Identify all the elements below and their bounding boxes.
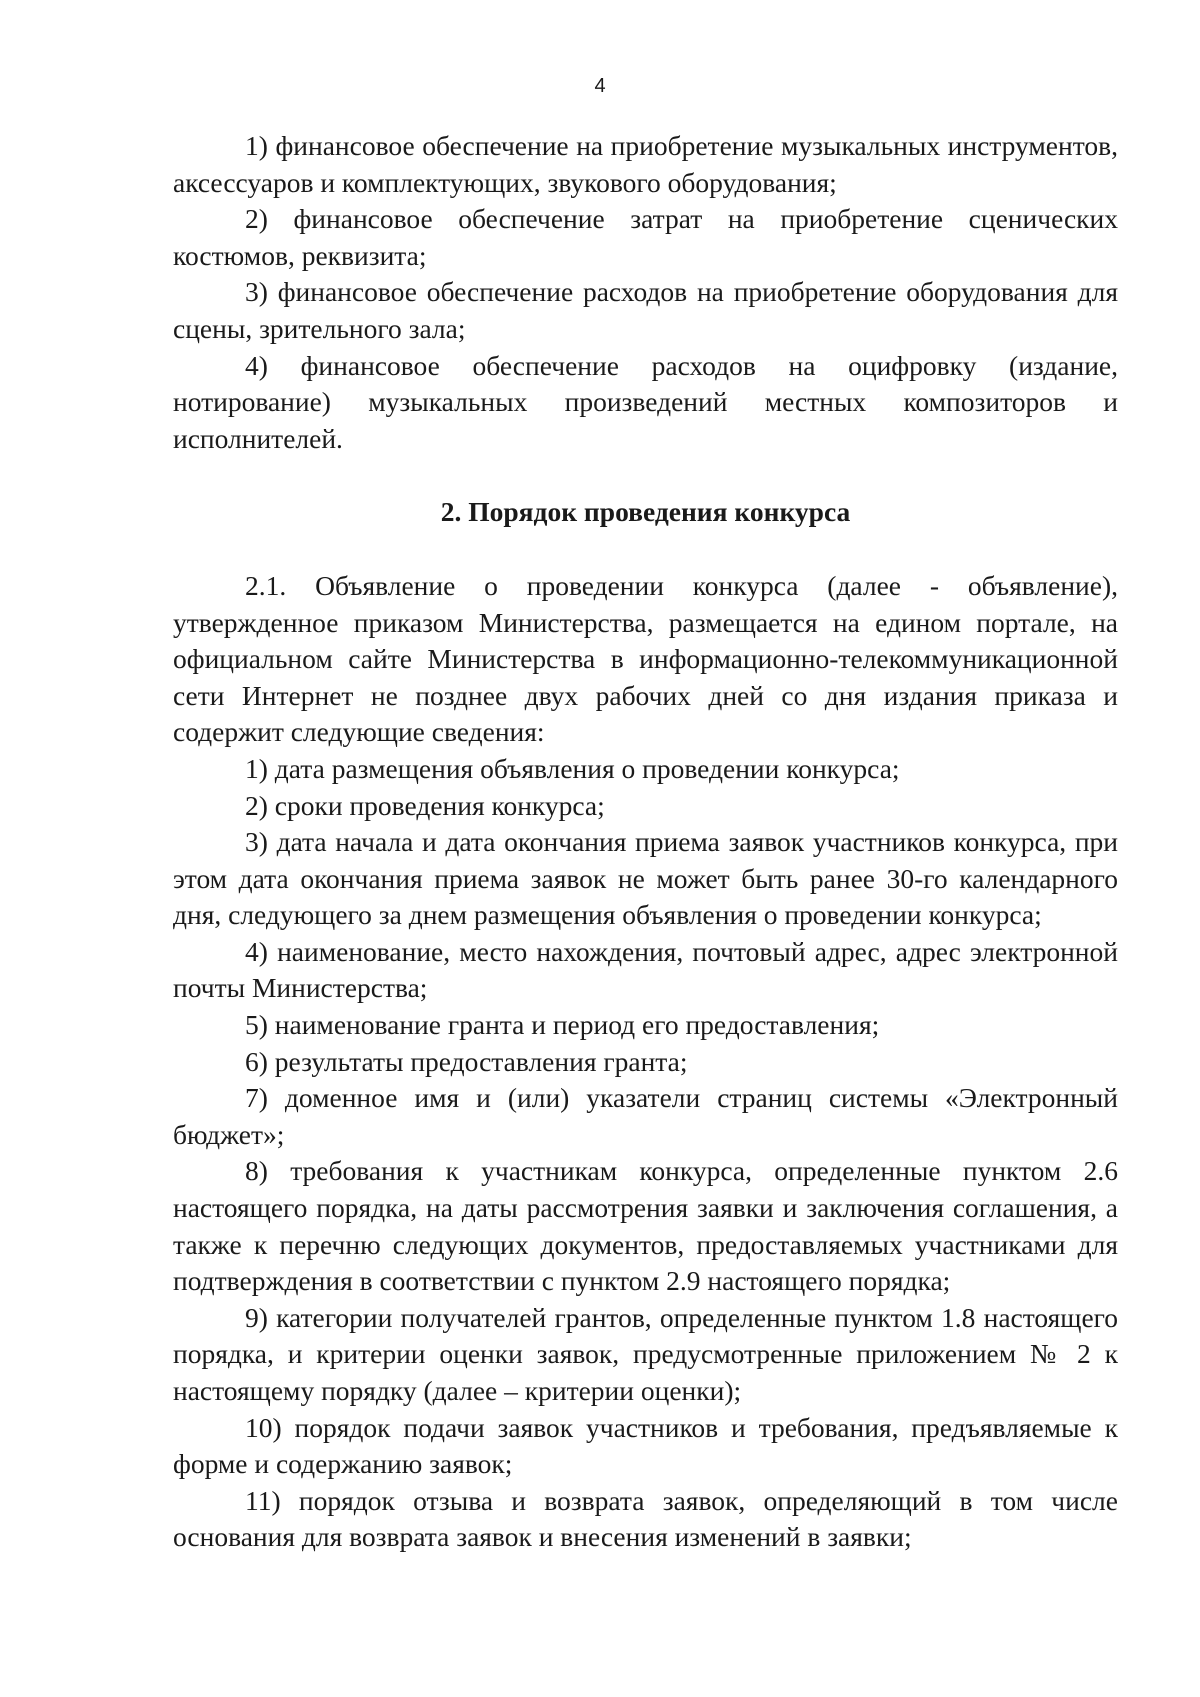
list-item: 1) финансовое обеспечение на приобретение музыкальных инструментов, аксессуаров и комплектующих, звукового оборудования;: [173, 130, 1118, 198]
list-item: 1) дата размещения объявления о проведении конкурса;: [245, 752, 900, 784]
section-heading: 2. Порядок проведения конкурса: [440, 496, 851, 528]
spacer: [173, 531, 1118, 568]
list-item: 6) результаты предоставления гранта;: [245, 1045, 688, 1077]
list-item: 2) сроки проведения конкурса;: [245, 789, 605, 821]
list-item: 3) финансовое обеспечение расходов на приобретение оборудования для сцены, зрительного зала;: [173, 276, 1118, 344]
list-item: 4) наименование, место нахождения, почтовый адрес, адрес электронной почты Министерства;: [173, 935, 1118, 1004]
list-item: 8) требования к участникам конкурса, определенные пунктом 2.6 настоящего порядка, на даты рассмотрения заявки и заключения соглашения, а также к перечню следующих документов, предоставляемых участниками для подтверждения в соответствии с пунктом 2.9 настоящего порядка;: [173, 1155, 1118, 1297]
spacer: [173, 457, 1118, 494]
document-body: [173, 128, 1118, 1556]
list-item: 5) наименование гранта и период его предоставления;: [245, 1009, 880, 1041]
list-item: 3) дата начала и дата окончания приема заявок участников конкурса, при этом дата окончания приема заявок не может быть ранее 30-го календарного дня, следующего за днем размещения объявления о проведении конкурса;: [173, 826, 1118, 931]
list-item: 2) финансовое обеспечение затрат на приобретение сценических костюмов, реквизита;: [173, 203, 1118, 271]
list-item: 9) категории получателей грантов, определенные пунктом 1.8 настоящего порядка, и критерии оценки заявок, предусмотренные приложением № 2 к настоящему порядку (далее – критерии оценки);: [173, 1301, 1118, 1406]
clause-paragraph: 2.1. Объявление о проведении конкурса (далее - объявление), утвержденное приказом Министерства, размещается на едином портале, на официальном сайте Министерства в информационно-телекоммуникационной сети Интернет не позднее двух рабочих дней со дня издания приказа и содержит следующие сведения:: [173, 569, 1118, 748]
list-item: 7) доменное имя и (или) указатели страниц системы «Электронный бюджет»;: [173, 1082, 1118, 1150]
page-number: 4: [594, 75, 606, 97]
list-item: 10) порядок подачи заявок участников и требования, предъявляемые к форме и содержанию заявок;: [173, 1411, 1118, 1480]
list-item: 4) финансовое обеспечение расходов на оцифровку (издание, нотирование) музыкальных произведений местных композиторов и исполнителей.: [173, 349, 1118, 454]
list-item: 11) порядок отзыва и возврата заявок, определяющий в том числе основания для возврата заявок и внесения изменений в заявки;: [173, 1484, 1118, 1553]
